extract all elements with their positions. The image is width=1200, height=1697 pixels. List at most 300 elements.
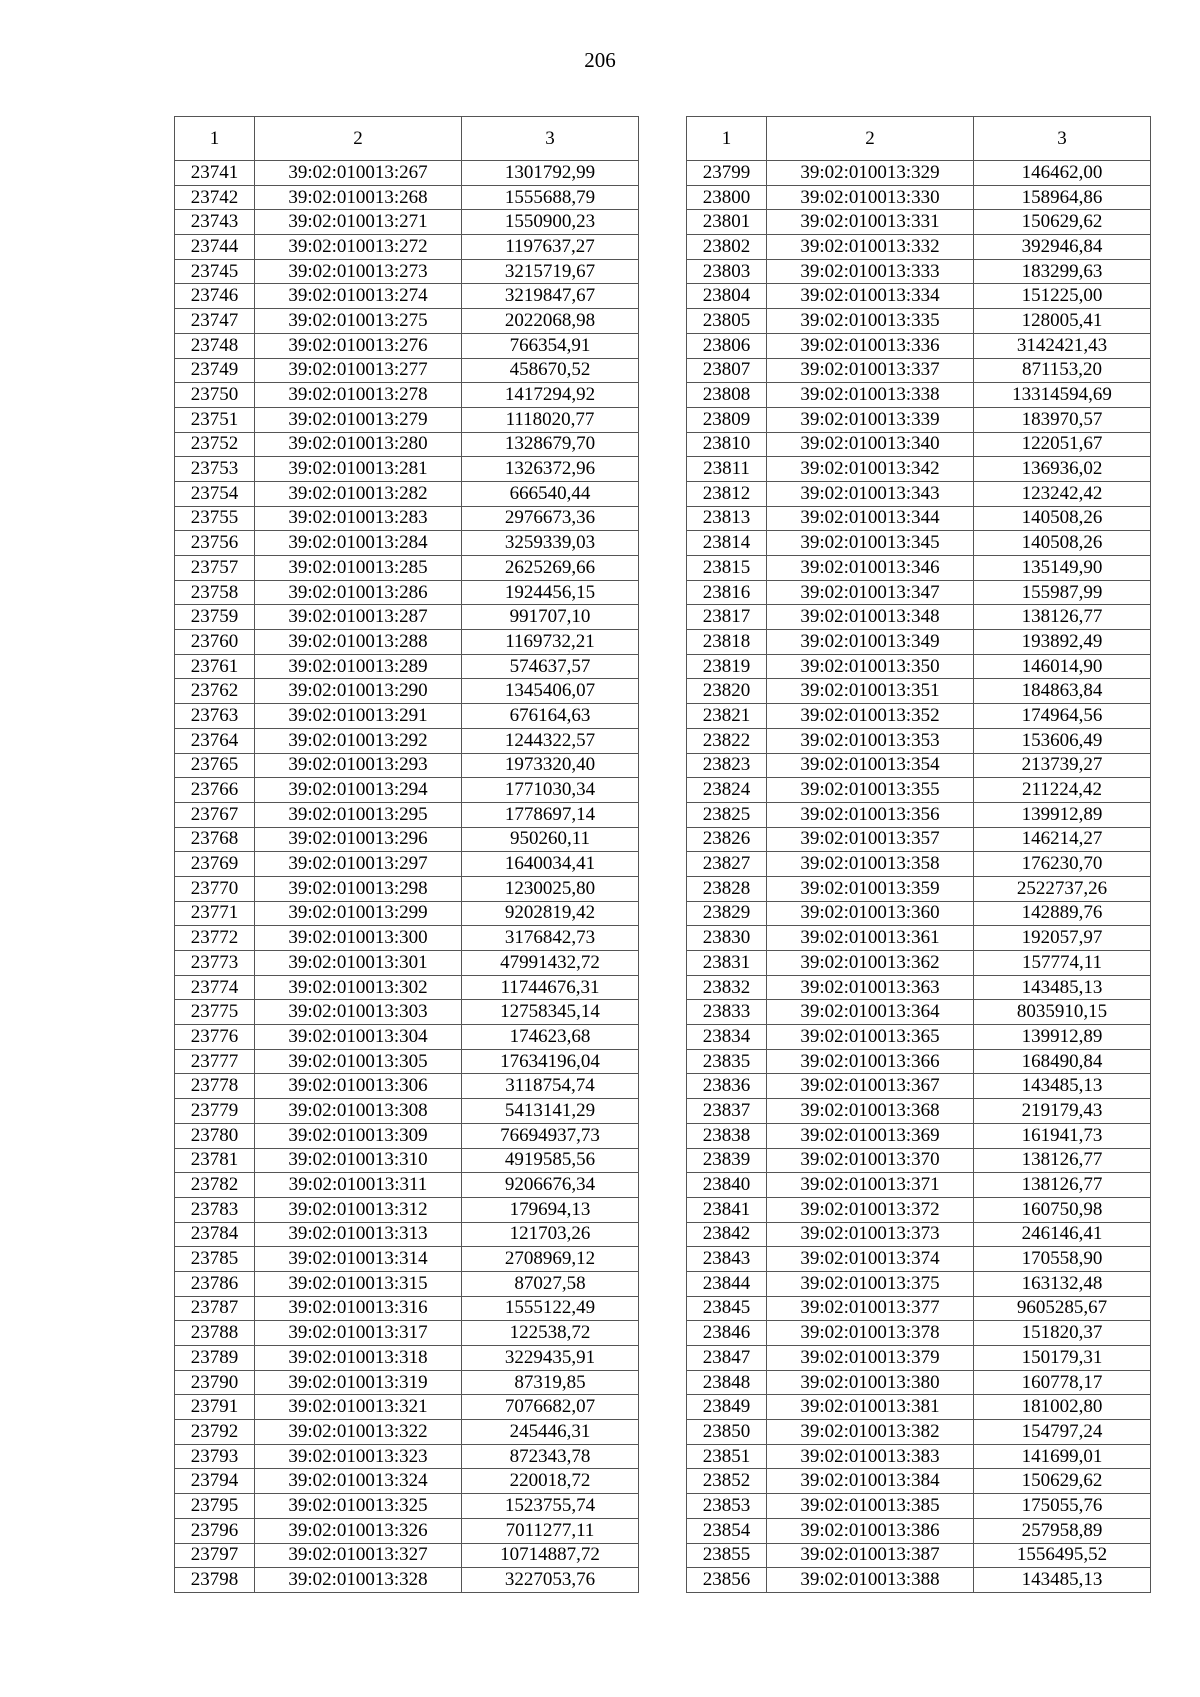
cadastral-number-cell: 39:02:010013:342	[767, 457, 974, 482]
value-cell: 1771030,34	[462, 778, 639, 803]
table-row	[175, 901, 639, 926]
cadastral-number-cell: 39:02:010013:383	[767, 1444, 974, 1469]
table-row	[687, 358, 1151, 383]
table-row	[175, 827, 639, 852]
row-number-cell: 23843	[687, 1247, 767, 1272]
cadastral-number-cell: 39:02:010013:377	[767, 1296, 974, 1321]
row-number-cell: 23797	[175, 1543, 255, 1568]
table-row	[175, 1346, 639, 1371]
value-cell: 146462,00	[974, 161, 1151, 186]
row-number-cell: 23751	[175, 407, 255, 432]
table-row	[175, 679, 639, 704]
table-row	[175, 506, 639, 531]
table-row	[687, 481, 1151, 506]
cadastral-number-cell: 39:02:010013:328	[255, 1568, 462, 1593]
value-cell: 151820,37	[974, 1321, 1151, 1346]
row-number-cell: 23809	[687, 407, 767, 432]
cadastral-number-cell: 39:02:010013:279	[255, 407, 462, 432]
cadastral-number-cell: 39:02:010013:357	[767, 827, 974, 852]
column-header-1: 1	[175, 117, 255, 161]
value-cell: 174964,56	[974, 704, 1151, 729]
value-cell: 160778,17	[974, 1370, 1151, 1395]
table-row	[175, 432, 639, 457]
table-row	[175, 753, 639, 778]
row-number-cell: 23815	[687, 556, 767, 581]
value-cell: 676164,63	[462, 704, 639, 729]
value-cell: 87027,58	[462, 1271, 639, 1296]
value-cell: 175055,76	[974, 1494, 1151, 1519]
table-row	[687, 951, 1151, 976]
row-number-cell: 23841	[687, 1197, 767, 1222]
row-number-cell: 23782	[175, 1173, 255, 1198]
cadastral-number-cell: 39:02:010013:303	[255, 1000, 462, 1025]
table-row	[175, 333, 639, 358]
table-row	[687, 753, 1151, 778]
table-row	[687, 161, 1151, 186]
column-header-3: 3	[462, 117, 639, 161]
row-number-cell: 23831	[687, 951, 767, 976]
row-number-cell: 23762	[175, 679, 255, 704]
table-row	[175, 1074, 639, 1099]
table-row	[175, 1148, 639, 1173]
row-number-cell: 23811	[687, 457, 767, 482]
value-cell: 1301792,99	[462, 161, 639, 186]
value-cell: 9605285,67	[974, 1296, 1151, 1321]
value-cell: 1230025,80	[462, 876, 639, 901]
cadastral-number-cell: 39:02:010013:346	[767, 556, 974, 581]
table-row	[687, 679, 1151, 704]
row-number-cell: 23773	[175, 951, 255, 976]
cadastral-number-cell: 39:02:010013:271	[255, 210, 462, 235]
cadastral-number-cell: 39:02:010013:316	[255, 1296, 462, 1321]
value-cell: 2625269,66	[462, 556, 639, 581]
value-cell: 392946,84	[974, 235, 1151, 260]
row-number-cell: 23808	[687, 383, 767, 408]
table-row	[687, 630, 1151, 655]
row-number-cell: 23745	[175, 259, 255, 284]
cadastral-number-cell: 39:02:010013:325	[255, 1494, 462, 1519]
row-number-cell: 23758	[175, 580, 255, 605]
value-cell: 3215719,67	[462, 259, 639, 284]
value-cell: 3227053,76	[462, 1568, 639, 1593]
value-cell: 220018,72	[462, 1469, 639, 1494]
cadastral-number-cell: 39:02:010013:283	[255, 506, 462, 531]
cadastral-number-cell: 39:02:010013:345	[767, 531, 974, 556]
cadastral-number-cell: 39:02:010013:290	[255, 679, 462, 704]
cadastral-number-cell: 39:02:010013:304	[255, 1025, 462, 1050]
cadastral-number-cell: 39:02:010013:288	[255, 630, 462, 655]
row-number-cell: 23856	[687, 1568, 767, 1593]
value-cell: 1417294,92	[462, 383, 639, 408]
row-number-cell: 23805	[687, 309, 767, 334]
table-row	[175, 1099, 639, 1124]
cadastral-number-cell: 39:02:010013:359	[767, 876, 974, 901]
table-row	[175, 1444, 639, 1469]
row-number-cell: 23849	[687, 1395, 767, 1420]
value-cell: 181002,80	[974, 1395, 1151, 1420]
value-cell: 158964,86	[974, 185, 1151, 210]
value-cell: 245446,31	[462, 1420, 639, 1445]
value-cell: 5413141,29	[462, 1099, 639, 1124]
row-number-cell: 23806	[687, 333, 767, 358]
cadastral-number-cell: 39:02:010013:339	[767, 407, 974, 432]
table-row	[687, 580, 1151, 605]
table-row	[175, 1049, 639, 1074]
cadastral-number-cell: 39:02:010013:327	[255, 1543, 462, 1568]
value-cell: 138126,77	[974, 1148, 1151, 1173]
value-cell: 150629,62	[974, 1469, 1151, 1494]
value-cell: 3118754,74	[462, 1074, 639, 1099]
table-row	[687, 506, 1151, 531]
value-cell: 1328679,70	[462, 432, 639, 457]
row-number-cell: 23770	[175, 876, 255, 901]
value-cell: 1523755,74	[462, 1494, 639, 1519]
row-number-cell: 23838	[687, 1123, 767, 1148]
row-number-cell: 23832	[687, 975, 767, 1000]
table-row	[687, 1420, 1151, 1445]
cadastral-number-cell: 39:02:010013:340	[767, 432, 974, 457]
value-cell: 1778697,14	[462, 802, 639, 827]
table-row	[687, 778, 1151, 803]
table-row	[175, 926, 639, 951]
table-row	[175, 235, 639, 260]
value-cell: 9202819,42	[462, 901, 639, 926]
value-cell: 2522737,26	[974, 876, 1151, 901]
cadastral-number-cell: 39:02:010013:356	[767, 802, 974, 827]
table-row	[175, 358, 639, 383]
table-row	[175, 309, 639, 334]
row-number-cell: 23848	[687, 1370, 767, 1395]
cadastral-number-cell: 39:02:010013:297	[255, 852, 462, 877]
value-cell: 1550900,23	[462, 210, 639, 235]
value-cell: 1197637,27	[462, 235, 639, 260]
cadastral-number-cell: 39:02:010013:282	[255, 481, 462, 506]
table-row	[175, 876, 639, 901]
page-number: 206	[584, 48, 616, 72]
row-number-cell: 23839	[687, 1148, 767, 1173]
value-cell: 143485,13	[974, 975, 1151, 1000]
row-number-cell: 23791	[175, 1395, 255, 1420]
cadastral-number-cell: 39:02:010013:369	[767, 1123, 974, 1148]
cadastral-number-cell: 39:02:010013:375	[767, 1271, 974, 1296]
value-cell: 246146,41	[974, 1222, 1151, 1247]
table-row	[175, 704, 639, 729]
table-row	[687, 1025, 1151, 1050]
cadastral-number-cell: 39:02:010013:318	[255, 1346, 462, 1371]
value-cell: 257958,89	[974, 1518, 1151, 1543]
value-cell: 192057,97	[974, 926, 1151, 951]
row-number-cell: 23835	[687, 1049, 767, 1074]
cadastral-number-cell: 39:02:010013:275	[255, 309, 462, 334]
value-cell: 155987,99	[974, 580, 1151, 605]
table-row	[687, 185, 1151, 210]
value-cell: 1973320,40	[462, 753, 639, 778]
cadastral-number-cell: 39:02:010013:378	[767, 1321, 974, 1346]
row-number-cell: 23747	[175, 309, 255, 334]
value-cell: 10714887,72	[462, 1543, 639, 1568]
table-row	[175, 1420, 639, 1445]
left-table-body	[175, 161, 639, 1593]
value-cell: 13314594,69	[974, 383, 1151, 408]
value-cell: 121703,26	[462, 1222, 639, 1247]
cadastral-number-cell: 39:02:010013:365	[767, 1025, 974, 1050]
row-number-cell: 23840	[687, 1173, 767, 1198]
row-number-cell: 23775	[175, 1000, 255, 1025]
table-row	[175, 1222, 639, 1247]
table-row	[687, 531, 1151, 556]
table-row	[175, 457, 639, 482]
cadastral-number-cell: 39:02:010013:273	[255, 259, 462, 284]
cadastral-number-cell: 39:02:010013:289	[255, 654, 462, 679]
left-table	[174, 116, 639, 1593]
row-number-cell: 23853	[687, 1494, 767, 1519]
row-number-cell: 23834	[687, 1025, 767, 1050]
value-cell: 9206676,34	[462, 1173, 639, 1198]
table-row	[687, 556, 1151, 581]
row-number-cell: 23780	[175, 1123, 255, 1148]
table-row	[175, 852, 639, 877]
table-row	[687, 1296, 1151, 1321]
row-number-cell: 23759	[175, 605, 255, 630]
cadastral-number-cell: 39:02:010013:326	[255, 1518, 462, 1543]
table-row	[175, 1000, 639, 1025]
cadastral-number-cell: 39:02:010013:348	[767, 605, 974, 630]
table-row	[687, 383, 1151, 408]
cadastral-number-cell: 39:02:010013:312	[255, 1197, 462, 1222]
cadastral-number-cell: 39:02:010013:285	[255, 556, 462, 581]
column-header-2: 2	[255, 117, 462, 161]
value-cell: 183970,57	[974, 407, 1151, 432]
table-row	[175, 728, 639, 753]
table-row	[687, 432, 1151, 457]
cadastral-number-cell: 39:02:010013:299	[255, 901, 462, 926]
value-cell: 183299,63	[974, 259, 1151, 284]
cadastral-number-cell: 39:02:010013:298	[255, 876, 462, 901]
table-row	[175, 284, 639, 309]
table-row	[175, 1321, 639, 1346]
value-cell: 219179,43	[974, 1099, 1151, 1124]
cadastral-number-cell: 39:02:010013:313	[255, 1222, 462, 1247]
table-row	[175, 654, 639, 679]
table-row	[687, 1370, 1151, 1395]
table-row	[687, 1222, 1151, 1247]
value-cell: 138126,77	[974, 1173, 1151, 1198]
cadastral-number-cell: 39:02:010013:309	[255, 1123, 462, 1148]
table-row	[175, 1518, 639, 1543]
table-row	[175, 951, 639, 976]
value-cell: 8035910,15	[974, 1000, 1151, 1025]
value-cell: 2976673,36	[462, 506, 639, 531]
value-cell: 17634196,04	[462, 1049, 639, 1074]
table-row	[175, 1494, 639, 1519]
cadastral-number-cell: 39:02:010013:331	[767, 210, 974, 235]
cadastral-number-cell: 39:02:010013:284	[255, 531, 462, 556]
value-cell: 139912,89	[974, 1025, 1151, 1050]
table-row	[175, 210, 639, 235]
value-cell: 574637,57	[462, 654, 639, 679]
table-row	[175, 802, 639, 827]
value-cell: 1640034,41	[462, 852, 639, 877]
cadastral-number-cell: 39:02:010013:278	[255, 383, 462, 408]
value-cell: 666540,44	[462, 481, 639, 506]
table-row	[687, 876, 1151, 901]
table-row	[687, 728, 1151, 753]
table-row	[687, 457, 1151, 482]
cadastral-number-cell: 39:02:010013:333	[767, 259, 974, 284]
value-cell: 1345406,07	[462, 679, 639, 704]
cadastral-number-cell: 39:02:010013:277	[255, 358, 462, 383]
value-cell: 193892,49	[974, 630, 1151, 655]
cadastral-number-cell: 39:02:010013:360	[767, 901, 974, 926]
row-number-cell: 23821	[687, 704, 767, 729]
row-number-cell: 23749	[175, 358, 255, 383]
value-cell: 170558,90	[974, 1247, 1151, 1272]
value-cell: 7011277,11	[462, 1518, 639, 1543]
value-cell: 176230,70	[974, 852, 1151, 877]
row-number-cell: 23766	[175, 778, 255, 803]
cadastral-number-cell: 39:02:010013:314	[255, 1247, 462, 1272]
row-number-cell: 23790	[175, 1370, 255, 1395]
row-number-cell: 23774	[175, 975, 255, 1000]
table-row	[175, 778, 639, 803]
value-cell: 143485,13	[974, 1074, 1151, 1099]
row-number-cell: 23819	[687, 654, 767, 679]
cadastral-number-cell: 39:02:010013:319	[255, 1370, 462, 1395]
cadastral-number-cell: 39:02:010013:267	[255, 161, 462, 186]
row-number-cell: 23778	[175, 1074, 255, 1099]
value-cell: 3176842,73	[462, 926, 639, 951]
cadastral-number-cell: 39:02:010013:351	[767, 679, 974, 704]
row-number-cell: 23767	[175, 802, 255, 827]
table-row	[687, 235, 1151, 260]
cadastral-number-cell: 39:02:010013:308	[255, 1099, 462, 1124]
row-number-cell: 23755	[175, 506, 255, 531]
cadastral-number-cell: 39:02:010013:280	[255, 432, 462, 457]
value-cell: 140508,26	[974, 506, 1151, 531]
value-cell: 136936,02	[974, 457, 1151, 482]
cadastral-number-cell: 39:02:010013:388	[767, 1568, 974, 1593]
table-row	[175, 481, 639, 506]
cadastral-number-cell: 39:02:010013:294	[255, 778, 462, 803]
row-number-cell: 23746	[175, 284, 255, 309]
cadastral-number-cell: 39:02:010013:286	[255, 580, 462, 605]
table-row	[175, 1543, 639, 1568]
cadastral-number-cell: 39:02:010013:305	[255, 1049, 462, 1074]
value-cell: 1924456,15	[462, 580, 639, 605]
row-number-cell: 23803	[687, 259, 767, 284]
cadastral-number-cell: 39:02:010013:295	[255, 802, 462, 827]
cadastral-number-cell: 39:02:010013:382	[767, 1420, 974, 1445]
table-row	[175, 185, 639, 210]
cadastral-number-cell: 39:02:010013:300	[255, 926, 462, 951]
right-table	[686, 116, 1151, 1593]
cadastral-number-cell: 39:02:010013:301	[255, 951, 462, 976]
row-number-cell: 23804	[687, 284, 767, 309]
value-cell: 122051,67	[974, 432, 1151, 457]
row-number-cell: 23829	[687, 901, 767, 926]
value-cell: 135149,90	[974, 556, 1151, 581]
value-cell: 122538,72	[462, 1321, 639, 1346]
value-cell: 163132,48	[974, 1271, 1151, 1296]
cadastral-number-cell: 39:02:010013:379	[767, 1346, 974, 1371]
cadastral-number-cell: 39:02:010013:337	[767, 358, 974, 383]
table-row	[687, 852, 1151, 877]
value-cell: 766354,91	[462, 333, 639, 358]
table-row	[175, 1296, 639, 1321]
table-row	[175, 1197, 639, 1222]
cadastral-number-cell: 39:02:010013:287	[255, 605, 462, 630]
row-number-cell: 23754	[175, 481, 255, 506]
cadastral-number-cell: 39:02:010013:329	[767, 161, 974, 186]
table-row	[687, 1148, 1151, 1173]
cadastral-number-cell: 39:02:010013:367	[767, 1074, 974, 1099]
cadastral-number-cell: 39:02:010013:323	[255, 1444, 462, 1469]
table-row	[687, 1346, 1151, 1371]
row-number-cell: 23798	[175, 1568, 255, 1593]
row-number-cell: 23765	[175, 753, 255, 778]
table-row	[687, 1000, 1151, 1025]
value-cell: 872343,78	[462, 1444, 639, 1469]
table-row	[175, 161, 639, 186]
row-number-cell: 23772	[175, 926, 255, 951]
table-row	[687, 1049, 1151, 1074]
cadastral-number-cell: 39:02:010013:364	[767, 1000, 974, 1025]
row-number-cell: 23850	[687, 1420, 767, 1445]
table-row	[175, 605, 639, 630]
cadastral-number-cell: 39:02:010013:350	[767, 654, 974, 679]
cadastral-number-cell: 39:02:010013:302	[255, 975, 462, 1000]
row-number-cell: 23795	[175, 1494, 255, 1519]
row-number-cell: 23796	[175, 1518, 255, 1543]
cadastral-number-cell: 39:02:010013:296	[255, 827, 462, 852]
table-row	[687, 1197, 1151, 1222]
table-row	[687, 1568, 1151, 1593]
table-row	[687, 802, 1151, 827]
value-cell: 1118020,77	[462, 407, 639, 432]
value-cell: 138126,77	[974, 605, 1151, 630]
value-cell: 7076682,07	[462, 1395, 639, 1420]
value-cell: 179694,13	[462, 1197, 639, 1222]
table-row	[687, 901, 1151, 926]
table-row	[687, 926, 1151, 951]
cadastral-number-cell: 39:02:010013:368	[767, 1099, 974, 1124]
value-cell: 160750,98	[974, 1197, 1151, 1222]
value-cell: 154797,24	[974, 1420, 1151, 1445]
cadastral-number-cell: 39:02:010013:332	[767, 235, 974, 260]
table-row	[687, 333, 1151, 358]
value-cell: 153606,49	[974, 728, 1151, 753]
table-row	[175, 556, 639, 581]
cadastral-number-cell: 39:02:010013:384	[767, 1469, 974, 1494]
row-number-cell: 23847	[687, 1346, 767, 1371]
value-cell: 950260,11	[462, 827, 639, 852]
value-cell: 213739,27	[974, 753, 1151, 778]
column-header-1: 1	[687, 117, 767, 161]
row-number-cell: 23802	[687, 235, 767, 260]
value-cell: 47991432,72	[462, 951, 639, 976]
cadastral-number-cell: 39:02:010013:311	[255, 1173, 462, 1198]
row-number-cell: 23828	[687, 876, 767, 901]
row-number-cell: 23827	[687, 852, 767, 877]
row-number-cell: 23833	[687, 1000, 767, 1025]
cadastral-number-cell: 39:02:010013:334	[767, 284, 974, 309]
row-number-cell: 23776	[175, 1025, 255, 1050]
row-number-cell: 23783	[175, 1197, 255, 1222]
cadastral-number-cell: 39:02:010013:347	[767, 580, 974, 605]
row-number-cell: 23810	[687, 432, 767, 457]
cadastral-number-cell: 39:02:010013:370	[767, 1148, 974, 1173]
row-number-cell: 23779	[175, 1099, 255, 1124]
